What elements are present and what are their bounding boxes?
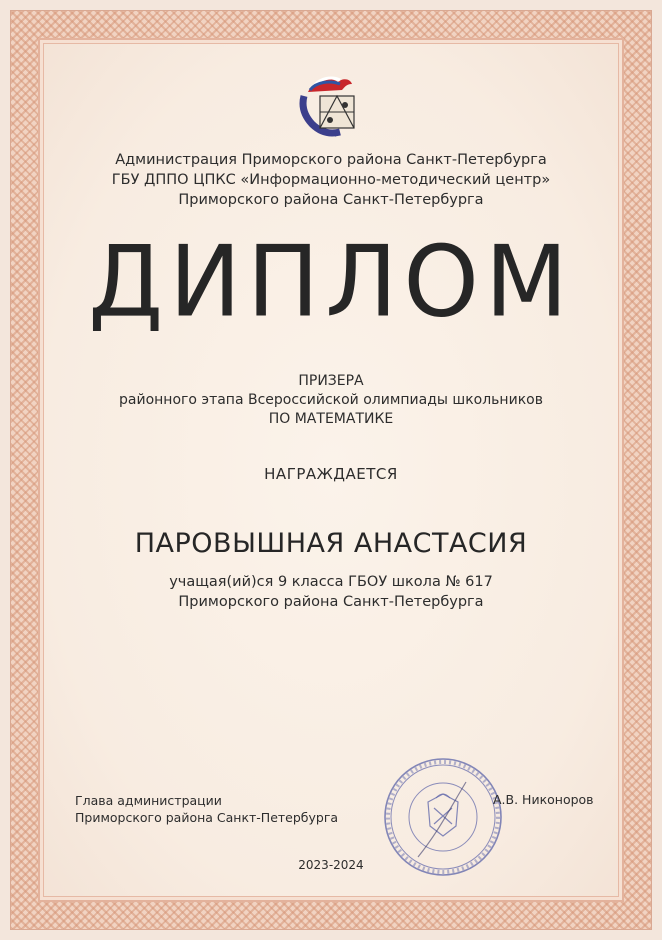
award-line-3: ПО МАТЕМАТИКЕ <box>268 411 394 427</box>
award-description <box>0 372 662 429</box>
signer-title <box>75 792 338 826</box>
academic-year: 2023-2024 <box>298 858 364 872</box>
org-line-3: Приморского района Санкт-Петербурга <box>178 192 484 208</box>
organization-header <box>0 150 662 210</box>
award-line-2: районного этапа Всероссийской олимпиады школьников <box>119 392 543 408</box>
signer-title-line-2: Приморского района Санкт-Петербурга <box>75 810 339 825</box>
org-line-1: Администрация Приморского района Санкт-Петербурга <box>115 152 547 168</box>
school-line-2: Приморского района Санкт-Петербурга <box>178 594 484 610</box>
signer-title-line-1: Глава администрации <box>75 793 222 808</box>
olympiad-emblem-icon <box>290 66 370 146</box>
signer-name: А.В. Никоноров <box>493 792 594 807</box>
diploma-title: ДИПЛОМ <box>88 224 574 340</box>
award-line-1: ПРИЗЕРА <box>298 373 364 389</box>
org-line-2: ГБУ ДППО ЦПКС «Информационно-методический центр» <box>111 172 551 188</box>
school-line-1: учащая(ий)ся 9 класса ГБОУ школа № 617 <box>169 574 493 590</box>
recipient-name: ПАРОВЫШНАЯ АНАСТАСИЯ <box>134 528 528 559</box>
awarded-label: НАГРАЖДАЕТСЯ <box>264 465 398 483</box>
recipient-school <box>0 572 662 612</box>
